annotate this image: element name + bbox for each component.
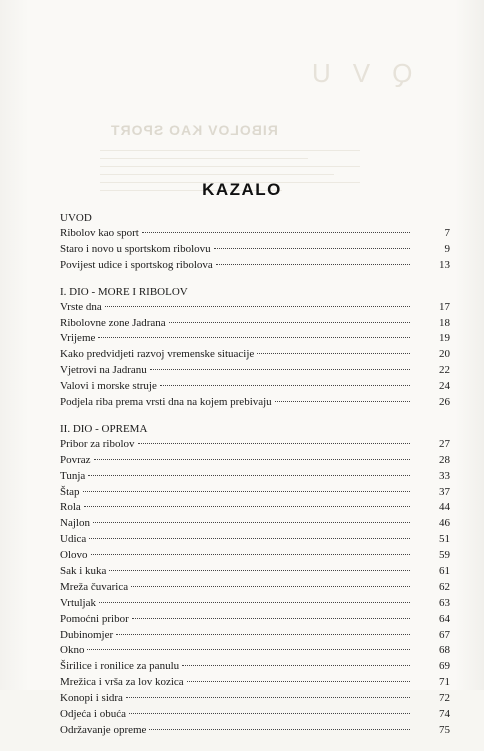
entry-page-number: 71	[439, 676, 450, 689]
dot-leader	[109, 570, 410, 571]
entry-title: Mrežica i vrša za lov kozica	[60, 676, 184, 689]
entry-page-number: 28	[439, 453, 450, 466]
entry-title: Okno	[60, 644, 85, 657]
toc-entry	[60, 331, 450, 347]
dot-leader	[94, 459, 410, 460]
entry-title: Vrijeme	[60, 332, 96, 345]
page-title: KAZALO	[202, 180, 282, 199]
toc-entry	[60, 258, 450, 274]
show-through-heading: RIBOLOV KAO SPORT	[110, 122, 278, 138]
entry-page-number: 24	[439, 380, 450, 393]
toc-entry	[60, 242, 450, 258]
entry-page-number: 27	[439, 437, 450, 450]
toc-section	[60, 286, 450, 411]
toc-section	[60, 423, 450, 739]
entry-page-number: 75	[439, 723, 450, 736]
dot-leader	[98, 337, 410, 338]
toc-entry	[60, 516, 450, 532]
section-heading: II. DIO - OPREMA	[60, 422, 148, 435]
toc-entry	[60, 548, 450, 564]
toc-entry	[60, 363, 450, 379]
entry-title: Podjela riba prema vrsti dna na kojem prebivaju	[60, 396, 272, 409]
entry-title: Odjeća i obuća	[60, 708, 126, 721]
entry-page-number: 19	[439, 332, 450, 345]
dot-leader	[142, 232, 410, 233]
toc-entry	[60, 485, 450, 501]
entry-title: Valovi i morske struje	[60, 380, 157, 393]
entry-title: Tunja	[60, 469, 86, 482]
entry-page-number: 59	[439, 549, 450, 562]
entry-page-number: 9	[444, 242, 450, 255]
entry-page-number: 33	[439, 469, 450, 482]
dot-leader	[89, 538, 410, 539]
toc-entry	[60, 453, 450, 469]
entry-title: Kako predvidjeti razvoj vremenske situacije	[60, 348, 255, 361]
entry-title: Udica	[60, 533, 87, 546]
entry-title: Najlon	[60, 517, 90, 530]
dot-leader	[105, 306, 410, 307]
dot-leader	[149, 729, 410, 730]
entry-page-number: 26	[439, 396, 450, 409]
entry-title: Vrste dna	[60, 300, 102, 313]
dot-leader	[93, 522, 410, 523]
entry-page-number: 37	[439, 485, 450, 498]
toc-entry	[60, 226, 450, 242]
entry-title: Staro i novo u sportskom ribolovu	[60, 242, 211, 255]
entry-page-number: 46	[439, 517, 450, 530]
entry-page-number: 62	[439, 580, 450, 593]
entry-page-number: 64	[439, 612, 450, 625]
dot-leader	[160, 385, 410, 386]
entry-title: Vjetrovi na Jadranu	[60, 364, 147, 377]
entry-page-number: 17	[439, 300, 450, 313]
toc-entry	[60, 469, 450, 485]
toc-entry	[60, 379, 450, 395]
dot-leader	[116, 634, 410, 635]
entry-title: Održavanje opreme	[60, 723, 147, 736]
toc-entry	[60, 532, 450, 548]
entry-title: Pomoćni pribor	[60, 612, 129, 625]
toc-entry	[60, 659, 450, 675]
toc-entry	[60, 316, 450, 332]
toc-entry	[60, 643, 450, 659]
dot-leader	[214, 248, 410, 249]
entry-page-number: 51	[439, 533, 450, 546]
entry-page-number: 20	[439, 348, 450, 361]
entry-title: Širilice i ronilice za panulu	[60, 660, 180, 673]
entry-page-number: 72	[439, 692, 450, 705]
entry-page-number: 61	[439, 565, 450, 578]
entry-title: Konopi i sidra	[60, 692, 123, 705]
entry-title: Mreža čuvarica	[60, 580, 129, 593]
dot-leader	[99, 602, 410, 603]
entry-title: Sak i kuka	[60, 565, 107, 578]
entry-page-number: 44	[439, 501, 450, 514]
entry-title: Ribolov kao sport	[60, 227, 139, 239]
dot-leader	[131, 586, 410, 587]
dot-leader	[138, 443, 410, 444]
entry-title: Dubinomjer	[60, 628, 114, 641]
dot-leader	[129, 713, 410, 714]
dot-leader	[83, 491, 410, 492]
toc-entry	[60, 707, 450, 723]
entry-title: Povijest udice i sportskog ribolova	[60, 258, 213, 271]
dot-leader	[88, 475, 410, 476]
entry-title: Rola	[60, 501, 81, 514]
entry-title: Štap	[60, 485, 80, 498]
dot-leader	[150, 369, 410, 370]
entry-page-number: 7	[444, 227, 450, 239]
toc-entry	[60, 675, 450, 691]
toc-entry	[60, 691, 450, 707]
toc-entry	[60, 300, 450, 316]
toc-entry	[60, 612, 450, 628]
entry-page-number: 69	[439, 660, 450, 673]
entry-page-number: 18	[439, 316, 450, 329]
entry-title: Povraz	[60, 453, 91, 466]
section-heading: I. DIO - MORE I RIBOLOV	[60, 285, 188, 298]
toc-entry	[60, 564, 450, 580]
entry-page-number: 74	[439, 708, 450, 721]
toc-entry	[60, 723, 450, 739]
dot-leader	[169, 322, 410, 323]
toc-entry	[60, 395, 450, 411]
toc-entry	[60, 580, 450, 596]
toc-entry	[60, 347, 450, 363]
entry-title: Olovo	[60, 549, 88, 562]
toc-entry	[60, 437, 450, 453]
toc-section	[60, 212, 450, 274]
dot-leader	[275, 401, 410, 402]
entry-page-number: 63	[439, 596, 450, 609]
section-heading: UVOD	[60, 212, 92, 224]
toc-entry	[60, 628, 450, 644]
dot-leader	[84, 506, 410, 507]
toc-entry	[60, 596, 450, 612]
entry-page-number: 68	[439, 644, 450, 657]
entry-title: Ribolovne zone Jadrana	[60, 316, 166, 329]
entry-title: Pribor za ribolov	[60, 437, 135, 450]
dot-leader	[216, 264, 410, 265]
dot-leader	[257, 353, 410, 354]
entry-page-number: 13	[439, 258, 450, 271]
show-through-letters: QVU	[290, 58, 413, 88]
dot-leader	[126, 697, 410, 698]
entry-title: Vrtuljak	[60, 596, 96, 609]
dot-leader	[87, 649, 410, 650]
dot-leader	[182, 665, 410, 666]
table-of-contents	[60, 212, 450, 751]
toc-entry	[60, 500, 450, 516]
dot-leader	[187, 681, 410, 682]
entry-page-number: 22	[439, 364, 450, 377]
entry-page-number: 67	[439, 628, 450, 641]
dot-leader	[91, 554, 411, 555]
dot-leader	[132, 618, 410, 619]
